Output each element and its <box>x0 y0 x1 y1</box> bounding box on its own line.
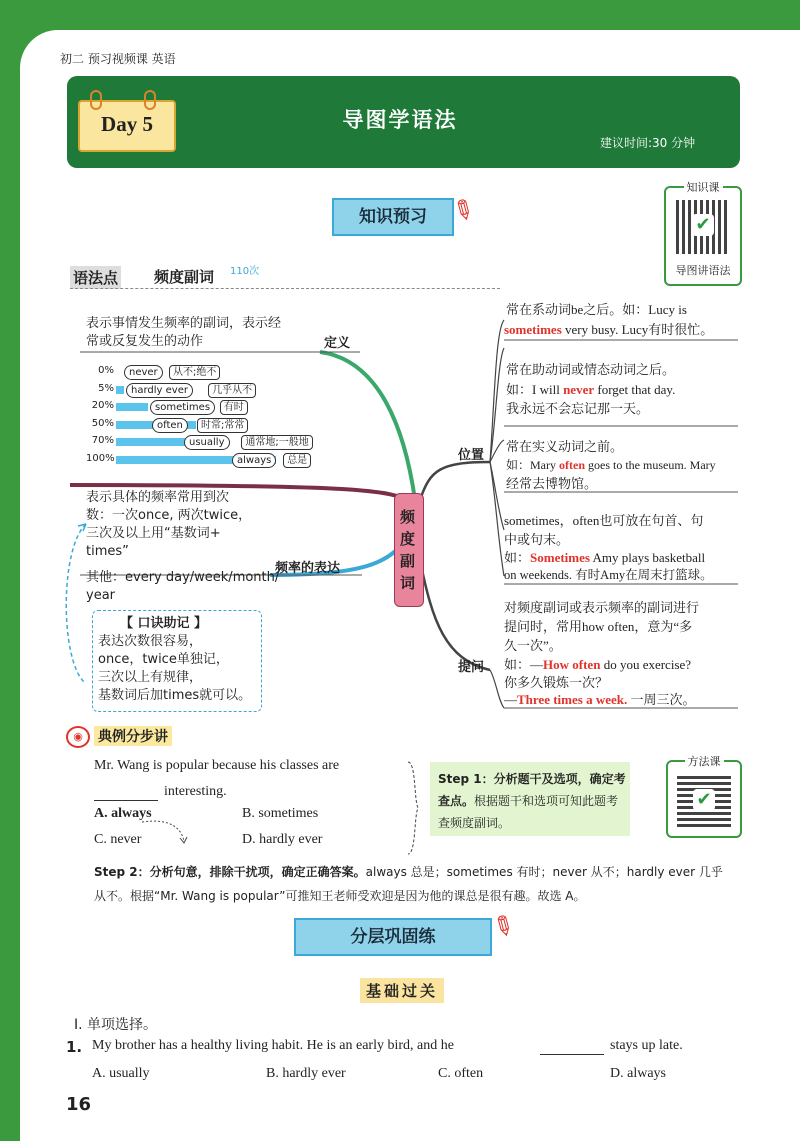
meaning-label: 总是 <box>283 453 311 468</box>
pos3-line2 <box>506 456 716 475</box>
meaning-label: 通常地;一般地 <box>241 435 312 450</box>
pos1-line1: 常在系动词be之后。如：Lucy is <box>506 302 687 317</box>
example-heading: 典例分步讲 <box>94 726 172 746</box>
question-blank <box>540 1054 604 1055</box>
position-node: 位置 <box>458 448 485 463</box>
center-label: 频度副词 <box>400 508 416 592</box>
qr-bottom-label: 导图讲语法 <box>675 264 731 277</box>
pos4-line2: 中或句末。 <box>504 532 570 547</box>
exercise-option-b: B. hardly ever <box>266 1066 346 1081</box>
pos3-line3: 经常去博物馆。 <box>506 476 598 491</box>
pos2-line3: 我永远不会忘记那一天。 <box>506 401 650 416</box>
section-title-practice: 分层巩固练 <box>294 918 492 956</box>
q4-pre: 如：— <box>504 657 544 672</box>
exercise-option-d: D. always <box>610 1066 666 1081</box>
course-label: 初二 预习视频课 英语 <box>60 52 176 66</box>
adverb-label: hardly ever <box>126 383 193 398</box>
option-a-text: A. always <box>94 806 152 821</box>
adverb-label: always <box>232 453 276 468</box>
section-title-preview: 知识预习 <box>332 198 454 236</box>
definition-text-1: 表示事情发生频率的副词，表示经 <box>86 316 282 331</box>
pos4-keyword: Sometimes <box>530 550 590 565</box>
adverb-label: often <box>152 418 188 433</box>
q4-rest: do you exercise? <box>600 657 692 672</box>
view-count: 110次 <box>230 266 260 277</box>
freq-other-1: 其他：every day/week/month/ <box>86 570 280 585</box>
freq-text-1: 表示具体的频率常用到次 <box>86 490 230 505</box>
frequency-chart <box>86 364 366 476</box>
pos3-rest: goes to the museum. Mary <box>585 458 716 472</box>
check-icon: ✔ <box>692 214 714 236</box>
question-number: 1. <box>66 1038 83 1056</box>
example-option-d: D. hardly ever <box>242 832 323 847</box>
pos3-keyword: often <box>559 458 585 472</box>
pos1-rest: very busy. Lucy有时很忙。 <box>561 322 714 337</box>
position-branch-line <box>420 462 490 500</box>
dotted-arrow-icon <box>140 818 200 848</box>
pos4-pre: 如： <box>504 550 531 565</box>
pencil-icon: ✎ <box>445 192 480 230</box>
example-option-b: B. sometimes <box>242 806 319 821</box>
pos1-line2 <box>504 320 713 339</box>
day-label: Day 5 <box>101 112 153 136</box>
page-number: 16 <box>66 1094 92 1115</box>
percent-label: 20% <box>91 400 114 411</box>
adverb-label: usually <box>184 435 230 450</box>
freq-text-3: 三次及以上用“基数词+ <box>86 526 221 541</box>
exercise-option-c: C. often <box>438 1066 484 1081</box>
percent-label: 100% <box>86 452 115 464</box>
exercise-part: Ⅰ. 单项选择。 <box>74 1017 158 1033</box>
adverb-label: sometimes <box>150 400 215 415</box>
q-line4 <box>504 655 691 674</box>
bracket-icon <box>406 760 420 856</box>
meaning-label: 几乎从不 <box>208 383 256 398</box>
qr2-top-label: 方法课 <box>685 755 724 768</box>
frequency-bar <box>116 403 148 411</box>
pos4-line1: sometimes，often也可放在句首、句 <box>504 513 704 528</box>
definition-node: 定义 <box>324 336 351 351</box>
pos4-line4: on weekends. 有时Amy在周末打篮球。 <box>504 568 713 582</box>
example-option-c: C. never <box>94 832 142 847</box>
qr-code-method[interactable] <box>666 755 742 838</box>
pos3-line1: 常在实义动词之前。 <box>506 439 624 454</box>
q6-keyword: Three times a week. <box>517 692 628 707</box>
rhyme-line: once，twice单独记， <box>98 652 229 667</box>
freq-other-2: year <box>86 588 116 603</box>
step2-text <box>94 860 734 908</box>
q-line1: 对频度副词或表示频率的副词进行 <box>504 600 700 615</box>
percent-label: 50% <box>91 417 114 429</box>
rhyme-line: 三次以上有规律， <box>98 670 203 685</box>
pos2-keyword: never <box>563 382 595 397</box>
question-text: My brother has a healthy living habit. He is an early bird, and he <box>92 1038 454 1053</box>
q4-keyword: How often <box>543 657 601 672</box>
adverb-label: never <box>124 365 163 380</box>
rhyme-arrow-icon <box>56 518 96 688</box>
example-question-2: interesting. <box>164 784 227 799</box>
step1-rest: 根据题干和选项可知此题考查频度副词。 <box>438 794 619 830</box>
answer-blank <box>94 800 158 801</box>
page-sheet <box>20 30 800 1141</box>
q-line6 <box>504 690 696 709</box>
q6-pre: — <box>504 692 517 707</box>
rhyme-line: 表达次数很容易， <box>98 634 203 649</box>
definition-text-2: 常或反复发生的动作 <box>86 334 204 349</box>
mindmap-center-node <box>394 493 424 607</box>
exercise-option-a: A. usually <box>92 1066 150 1081</box>
step2-rest: always 总是；sometimes 有时；never 从不；hardly ever 几乎 <box>365 865 723 879</box>
pos2-line1: 常在助动词或情态动词之后。 <box>506 362 676 377</box>
q-line3: 久一次”。 <box>504 638 562 653</box>
step1-bold: Step 1：分析题干及选项，确定考查点。 <box>438 772 626 808</box>
page-title: 导图学语法 <box>342 108 458 132</box>
q-line2: 提问时，常用how often，意为“多 <box>504 619 693 634</box>
q6-rest: 一周三次。 <box>627 692 696 707</box>
percent-label: 5% <box>98 382 114 394</box>
percent-label: 70% <box>91 435 114 446</box>
freq-text-2: 数：一次once, 两次twice， <box>86 508 252 523</box>
meaning-label: 从不;绝不 <box>169 365 220 380</box>
check-icon: ✔ <box>693 789 715 811</box>
frequency-node: 频率的表达 <box>275 561 341 576</box>
step2-line2: 从不。根据“Mr. Wang is popular”可推知王老师受欢迎是因为他的课总是很有趣。故选 A。 <box>94 889 586 903</box>
question-text-tail: stays up late. <box>610 1038 683 1053</box>
rhyme-line: 基数词后加times就可以。 <box>98 688 252 703</box>
example-icon: ◉ <box>66 726 90 748</box>
pos2-rest: forget that day. <box>594 382 676 397</box>
step2-bold: Step 2：分析句意，排除干扰项，确定正确答案。 <box>94 865 366 879</box>
grammar-topic: 频度副词 <box>154 268 215 286</box>
freq-text-4: times” <box>86 544 129 559</box>
qr-top-label: 知识课 <box>684 181 723 194</box>
frequency-bar <box>116 386 124 394</box>
q-line5: 你多久锻炼一次？ <box>504 675 609 690</box>
percent-label: 0% <box>98 365 114 376</box>
pos3-pre: 如：Mary <box>506 458 559 472</box>
pos4-line3 <box>504 548 705 567</box>
pencil-icon: ✎ <box>485 908 520 946</box>
question-node: 提问 <box>458 660 485 675</box>
pos1-keyword: sometimes <box>504 322 562 337</box>
suggested-time: 建议时间:30 分钟 <box>600 136 696 150</box>
question-branch-line <box>420 560 490 670</box>
grammar-point-label: 语法点 <box>70 266 121 289</box>
meaning-label: 时常;常常 <box>197 418 248 433</box>
example-question-1: Mr. Wang is popular because his classes are <box>94 758 340 773</box>
pos2-line2 <box>506 380 675 399</box>
meaning-label: 有时 <box>220 400 248 415</box>
pos2-pre: 如：I will <box>506 382 564 397</box>
level-basic: 基础过关 <box>360 978 444 1003</box>
step1-text <box>438 768 628 834</box>
rhyme-title: 【 口诀助记 】 <box>120 616 208 631</box>
pos4-rest: Amy plays basketball <box>589 550 706 565</box>
